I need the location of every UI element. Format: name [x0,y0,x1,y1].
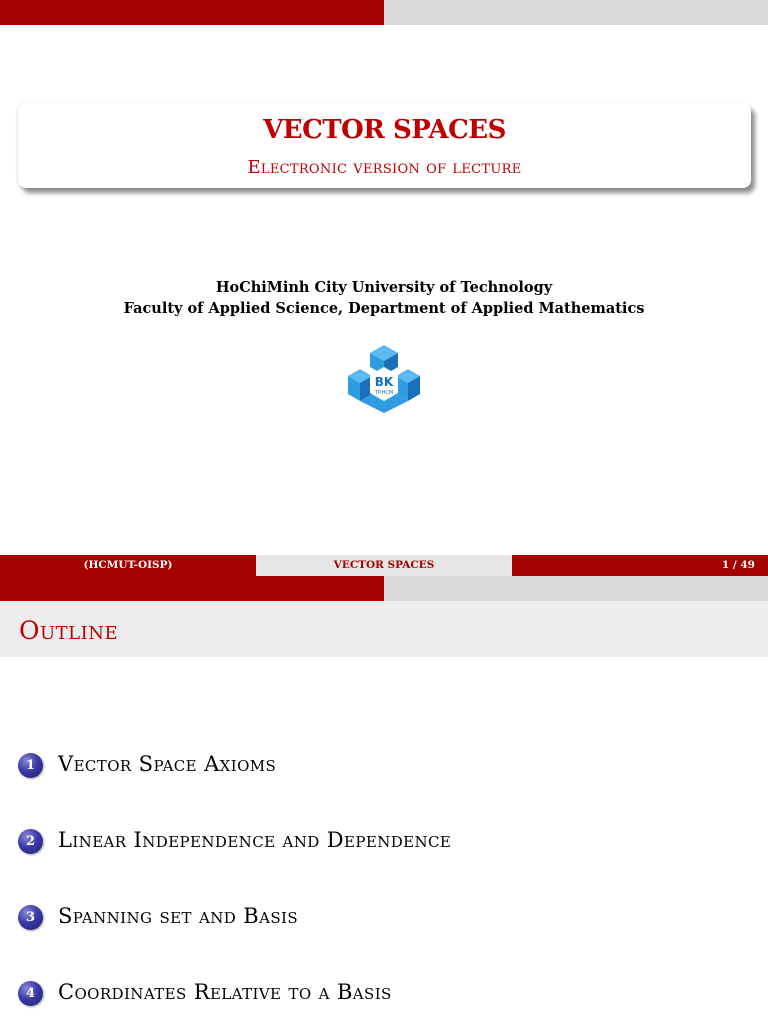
frame-title: Outline [19,616,119,645]
title-box [18,103,751,188]
logo-text-city: TP.HCM [374,390,394,396]
presentation-title: VECTOR SPACES [263,115,506,145]
page-number-text: 1 / 49 [721,559,755,571]
outline-item-label: Linear Independence and Dependence [58,828,452,852]
outline-item-label: Vector Space Axioms [58,752,277,776]
bk-university-logo [346,343,422,415]
department-name: Faculty of Applied Science, Department of Applied Mathematics [123,300,645,317]
progress-bar-fill [0,0,384,25]
progress-bar [0,0,768,25]
footer-title: VECTOR SPACES [256,555,512,576]
item-number-badge: 2 [18,829,43,854]
footer-author: (HCMUT-OISP) [0,555,256,576]
institution-name: HoChiMinh City University of Technology [215,279,553,296]
outline-item-label: Spanning set and Basis [58,904,298,928]
presentation-subtitle: Electronic version of lecture [247,157,522,178]
item-number-badge: 3 [18,905,43,930]
logo-text-bk: BK [374,375,394,389]
progress-bar-fill [0,576,384,601]
footer-bar [0,555,768,576]
footer-page-number [512,555,768,576]
item-number-badge: 1 [18,753,43,778]
outline-item-label: Coordinates Relative to a Basis [58,980,392,1004]
progress-bar [0,576,768,601]
item-number-badge: 4 [18,981,43,1006]
outline-slide [0,576,768,1024]
